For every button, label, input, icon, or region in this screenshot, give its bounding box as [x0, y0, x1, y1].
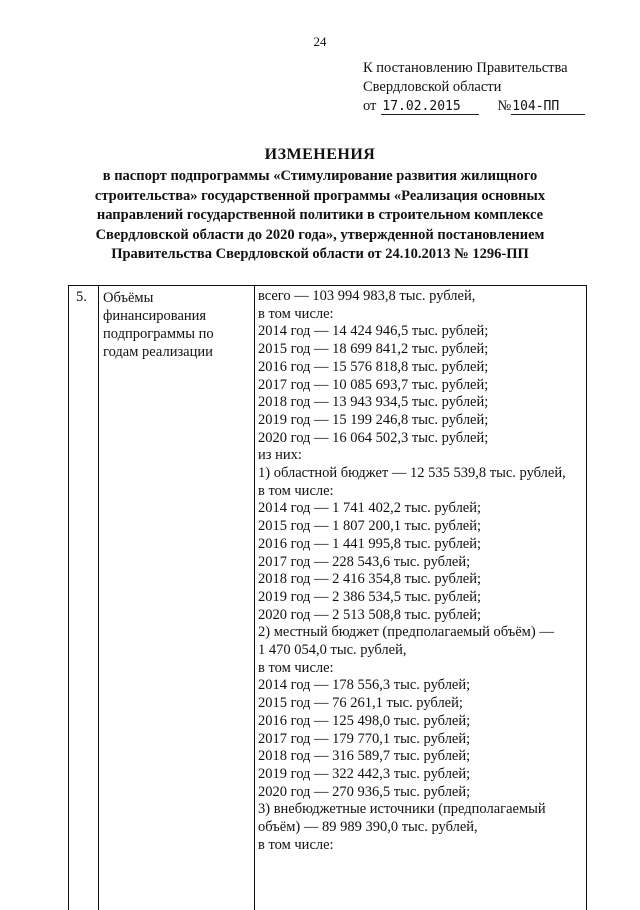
value-line: 2) местный бюджет (предполагаемый объём) — — [258, 624, 554, 641]
heading-subtitle — [60, 167, 580, 265]
value-line: 2016 год — 15 576 818,8 тыс. рублей; — [258, 358, 489, 375]
value-line: 2014 год — 14 424 946,5 тыс. рублей; — [258, 323, 489, 340]
approval-line-2: Свердловской области — [363, 79, 502, 95]
value-line: 2020 год — 2 513 508,8 тыс. рублей; — [258, 606, 482, 623]
value-line: 2017 год — 179 770,1 тыс. рублей; — [258, 730, 471, 747]
number-prefix: № — [497, 98, 512, 114]
row-name-line: подпрограммы по — [103, 326, 214, 342]
value-line: объём) — 89 989 390,0 тыс. рублей, — [258, 819, 478, 836]
value-line: 2019 год — 322 442,3 тыс. рублей; — [258, 765, 471, 782]
page-number: 24 — [313, 34, 327, 49]
heading-line: направлений государственной политики в строительном комплексе — [96, 207, 544, 223]
row-number-cell: 5. — [69, 286, 99, 910]
value-line: 2018 год — 13 943 934,5 тыс. рублей; — [258, 394, 489, 411]
value-line: в том числе: — [258, 482, 334, 499]
value-line: 1 470 054,0 тыс. рублей, — [258, 642, 407, 659]
value-line: 2020 год — 270 936,5 тыс. рублей; — [258, 783, 471, 800]
approval-date-row — [363, 97, 603, 116]
value-line: 2016 год — 125 498,0 тыс. рублей; — [258, 712, 471, 729]
approval-line-1: К постановлению Правительства — [363, 60, 568, 76]
heading-line: в паспорт подпрограммы «Стимулирование развития жилищного — [102, 168, 538, 184]
row-name-cell — [99, 286, 255, 910]
heading-line: строительства» государственной программы «Реализация основных — [94, 187, 546, 204]
date-prefix: от — [363, 98, 377, 114]
approval-date: 17.02.2015 — [381, 99, 479, 115]
approval-number: 104-ПП — [511, 99, 585, 115]
value-line: в том числе: — [258, 659, 334, 676]
value-line: 2019 год — 15 199 246,8 тыс. рублей; — [258, 411, 489, 428]
value-line: 2014 год — 178 556,3 тыс. рублей; — [258, 677, 471, 694]
row-name-line: финансирования — [103, 308, 207, 324]
value-line: в том числе: — [258, 836, 334, 853]
value-line: в том числе: — [258, 305, 334, 322]
value-line: 3) внебюджетные источники (предполагаемый — [258, 801, 546, 818]
approval-block — [363, 59, 603, 116]
value-line: 2014 год — 1 741 402,2 тыс. рублей; — [258, 500, 482, 517]
heading-line: Правительства Свердловской области от 24.10.2013 № 1296-ПП — [111, 246, 529, 262]
value-line: 2015 год — 1 807 200,1 тыс. рублей; — [258, 518, 482, 535]
passport-table — [68, 285, 587, 910]
value-line: 2019 год — 2 386 534,5 тыс. рублей; — [258, 588, 482, 605]
value-line: 2016 год — 1 441 995,8 тыс. рублей; — [258, 535, 482, 552]
value-line: всего — 103 994 983,8 тыс. рублей, — [258, 288, 476, 304]
heading-line: Свердловской области до 2020 года», утвержденной постановлением — [95, 226, 545, 243]
value-line: из них: — [258, 447, 302, 464]
value-line: 2015 год — 76 261,1 тыс. рублей; — [258, 695, 463, 712]
row-name-line: годам реализации — [103, 344, 213, 360]
row-value-cell — [255, 286, 586, 910]
value-line: 2015 год — 18 699 841,2 тыс. рублей; — [258, 341, 489, 358]
value-line: 2017 год — 228 543,6 тыс. рублей; — [258, 553, 471, 570]
value-line: 2018 год — 316 589,7 тыс. рублей; — [258, 748, 471, 765]
heading-title: ИЗМЕНЕНИЯ — [264, 146, 376, 163]
row-name-line: Объёмы — [103, 290, 154, 306]
document-heading — [60, 146, 580, 265]
value-line: 1) областной бюджет — 12 535 539,8 тыс. рублей, — [258, 465, 566, 482]
value-line: 2017 год — 10 085 693,7 тыс. рублей; — [258, 376, 489, 393]
value-line: 2018 год — 2 416 354,8 тыс. рублей; — [258, 571, 482, 588]
value-line: 2020 год — 16 064 502,3 тыс. рублей; — [258, 429, 489, 446]
